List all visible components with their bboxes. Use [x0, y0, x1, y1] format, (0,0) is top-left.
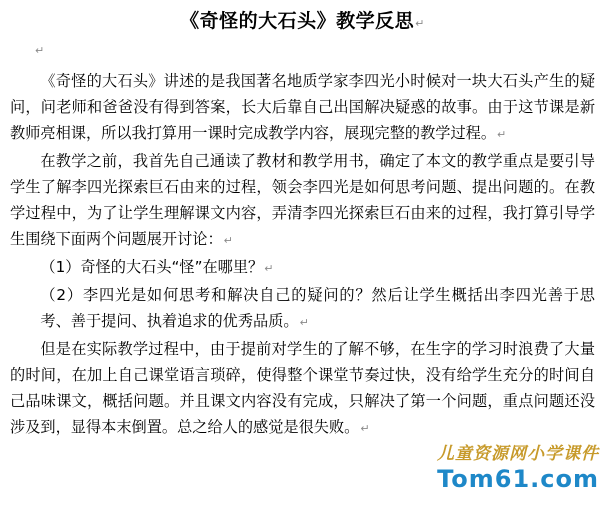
- site-watermark-logo: [394, 439, 599, 499]
- paragraph-mark-icon: ↵: [415, 17, 425, 30]
- paragraph: [10, 148, 595, 254]
- paragraph-mark-icon: ↵: [264, 262, 274, 275]
- paragraph: [10, 68, 595, 148]
- paragraph: [10, 336, 595, 442]
- paragraph-text: 但是在实际教学过程中，由于提前对学生的了解不够，在生字的学习时浪费了大量的时间，在加上自己课堂语言琐碎，使得整个课堂节奏过快，没有给学生充分的时间自己品味课文，概括问题。并且课文内容没有完成，只解决了第一个问题，重点问题还没涉及到，显得本末倒置。总之给人的感觉是很失败。: [10, 340, 595, 436]
- list-item-text: （2）李四光是如何思考和解决自己的疑问的？然后让学生概括出李四光善于思考、善于提问、执着追求的优秀品质。: [40, 286, 595, 330]
- watermark-site-name: 儿童资源网小学课件: [437, 444, 599, 464]
- list-item: [10, 254, 595, 282]
- document-body: [10, 68, 595, 442]
- paragraph-mark-icon: ↵: [360, 422, 370, 435]
- list-item-text: （1）奇怪的大石头“怪”在哪里？: [40, 258, 264, 276]
- paragraph-mark-icon: ↵: [35, 44, 45, 57]
- document-title: [0, 6, 605, 33]
- title-text: 《奇怪的大石头》教学反思: [180, 10, 415, 32]
- paragraph-text: 在教学之前，我首先自己通读了教材和教学用书，确定了本文的教学重点是要引导学生了解李四光探索巨石由来的过程，领会李四光是如何思考问题、提出问题的。在教学过程中，为了让学生理解课文内容，弄清李四光探索巨石由来的过程，我打算引导学生围绕下面两个问题展开讨论：: [10, 152, 595, 248]
- paragraph-mark-icon: ↵: [299, 316, 309, 329]
- paragraph-mark-icon: ↵: [497, 128, 507, 141]
- paragraph-text: 《奇怪的大石头》讲述的是我国著名地质学家李四光小时候对一块大石头产生的疑问，问老师和爸爸没有得到答案，长大后靠自己出国解决疑惑的故事。由于这节课是新教师亮相课，所以我打算用一课时完成教学内容，展现完整的教学过程。: [10, 72, 595, 142]
- paragraph-mark-icon: ↵: [223, 234, 233, 247]
- list-item: [10, 282, 595, 336]
- watermark-domain: Tom61.com: [437, 465, 599, 493]
